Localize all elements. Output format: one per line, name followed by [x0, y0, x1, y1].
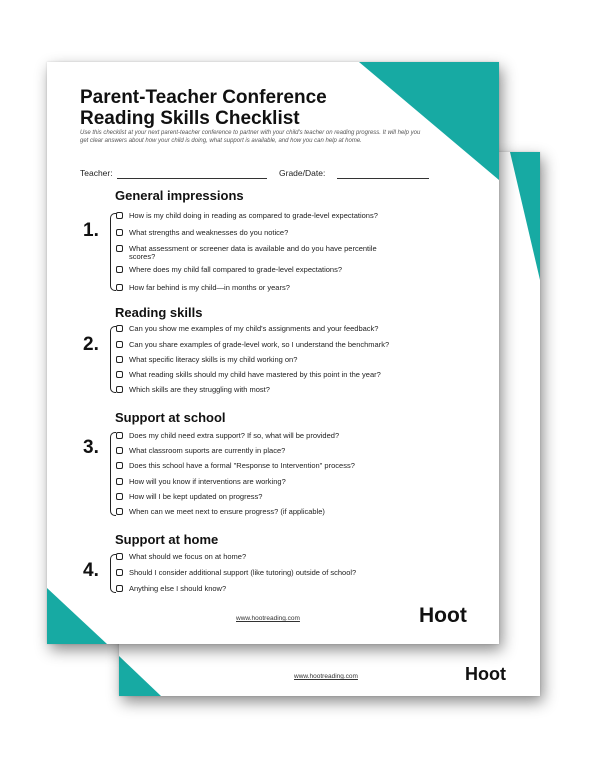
corner-accent-top-right	[510, 152, 540, 280]
checkbox[interactable]	[116, 553, 123, 560]
website-link[interactable]: www.hootreading.com	[236, 615, 300, 622]
checkbox[interactable]	[116, 447, 123, 454]
checkbox[interactable]	[116, 462, 123, 469]
section-brace	[110, 213, 116, 291]
checkbox[interactable]	[116, 493, 123, 500]
section-title-reading-skills: Reading skills	[115, 305, 203, 320]
checkbox[interactable]	[116, 432, 123, 439]
brand-logo: Hoot	[419, 604, 467, 627]
checkbox[interactable]	[116, 478, 123, 485]
grade-date-field[interactable]	[337, 178, 429, 179]
back-brand-logo: Hoot	[465, 664, 506, 684]
section-number-1: 1.	[83, 220, 99, 241]
section-brace	[110, 432, 116, 516]
title-line-2: Reading Skills Checklist	[80, 108, 300, 129]
checkbox[interactable]	[116, 341, 123, 348]
checkbox[interactable]	[116, 356, 123, 363]
corner-accent-top-right	[359, 62, 499, 180]
intro-text: Use this checklist at your next parent-teacher conference to partner with your child's teacher on reading progress. It will help you get clear answers about how your child is doing, what support is available, and how you can help at home.	[80, 130, 421, 144]
checkbox[interactable]	[116, 325, 123, 332]
checkbox[interactable]	[116, 229, 123, 236]
checkbox[interactable]	[116, 386, 123, 393]
corner-accent-bottom-left	[119, 656, 161, 696]
checkbox[interactable]	[116, 284, 123, 291]
checkbox[interactable]	[116, 245, 123, 252]
grade-date-label: Grade/Date:	[279, 168, 326, 178]
checkbox[interactable]	[116, 212, 123, 219]
checkbox[interactable]	[116, 585, 123, 592]
front-page: Parent-Teacher Conference Reading Skills Checklist Use this checklist at your next parent-teacher conference to partner with your child's teacher on reading progress. It will help you get clear answers about how your child is doing, what support is available, and how you can help at home. Teacher: Grade/Date: General impressions 1. How is my child doing in reading as compared to grade-level expectations? What strengths and weaknesses do you notice? What assessment or screener data is available and do you have percentile scores? Where does my child fall compared to grade-level expectations? How far behind is my child—in months or years? Reading skills 2. Can you show me examples of my child's assignments and your feedback? Can you share examples of grade-level work, so I understand the benchmark? What specific literacy skills is my child working on? What reading skills should my child have mastered by this point in the year? Which skills are they struggling with most? Support at school 3. Does my child need extra support? If so, what will be provided? What classroom suports are currently in place? Does this school have a formal "Response to Intervention" process? How will you know if interventions are working? How will I be kept updated on progress? When can we meet next to ensure progress? (if applicable) Support at home 4. What should we focus on at home? Should I consider additional support (like tutoring) outside of school? Anything else I should know? www.hootreading.com Hoot	[47, 62, 499, 644]
section-title-support-at-home: Support at home	[115, 532, 219, 547]
teacher-field[interactable]	[117, 178, 267, 179]
section-title-support-at-school: Support at school	[115, 410, 226, 425]
section-number-3: 3.	[83, 437, 99, 458]
corner-accent-bottom-left	[47, 588, 107, 644]
checkbox[interactable]	[116, 569, 123, 576]
checkbox[interactable]	[116, 371, 123, 378]
section-number-4: 4.	[83, 560, 99, 581]
section-title-general-impressions: General impressions	[115, 188, 244, 203]
section-number-2: 2.	[83, 334, 99, 355]
back-website-link[interactable]: www.hootreading.com	[294, 673, 358, 680]
checkbox[interactable]	[116, 266, 123, 273]
checkbox[interactable]	[116, 508, 123, 515]
document-title	[80, 87, 380, 129]
teacher-label: Teacher:	[80, 168, 113, 178]
title-line-1: Parent-Teacher Conference	[80, 87, 327, 108]
